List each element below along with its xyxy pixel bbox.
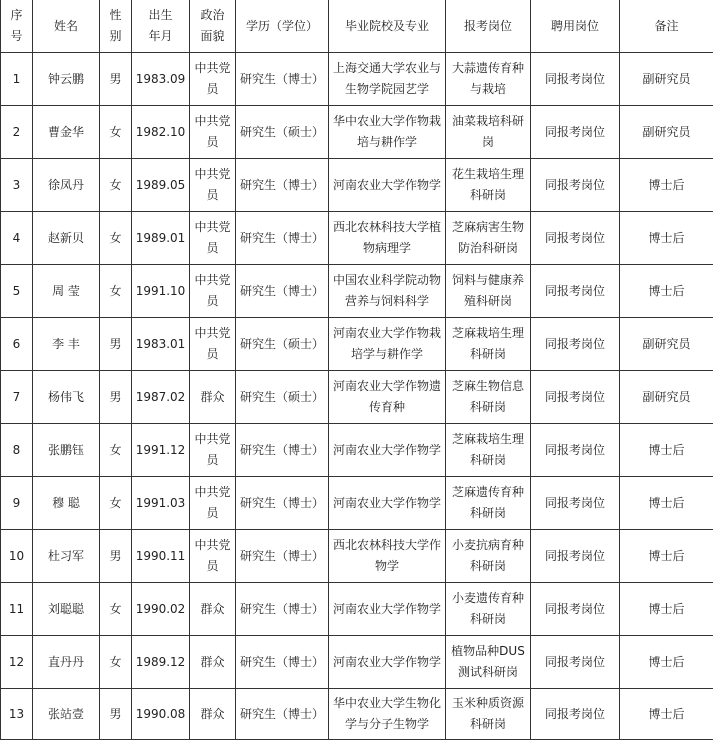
cell-gender: 男: [100, 318, 132, 371]
cell-note: 博士后: [620, 159, 713, 212]
cell-post: 芝麻遗传育种科研岗: [446, 477, 531, 530]
cell-education: 研究生（硕士）: [236, 371, 329, 424]
table-row: [1, 212, 713, 265]
cell-note: 副研究员: [620, 318, 713, 371]
table-row: [1, 636, 713, 689]
cell-political: 中共党员: [190, 159, 236, 212]
cell-seq: 10: [1, 530, 33, 583]
cell-school: 河南农业大学作物学: [329, 636, 446, 689]
cell-education: 研究生（博士）: [236, 212, 329, 265]
cell-hire: 同报考岗位: [531, 371, 620, 424]
cell-note: 副研究员: [620, 371, 713, 424]
cell-post: 花生栽培生理科研岗: [446, 159, 531, 212]
cell-birth: 1983.01: [132, 318, 190, 371]
cell-school: 河南农业大学作物学: [329, 159, 446, 212]
cell-seq: 2: [1, 106, 33, 159]
cell-education: 研究生（博士）: [236, 636, 329, 689]
header-political: 政治 面貌: [190, 0, 236, 53]
cell-birth: 1989.12: [132, 636, 190, 689]
table-body: [1, 53, 713, 740]
cell-school: 西北农林科技大学植物病理学: [329, 212, 446, 265]
cell-post: 芝麻病害生物防治科研岗: [446, 212, 531, 265]
cell-political: 中共党员: [190, 212, 236, 265]
cell-hire: 同报考岗位: [531, 53, 620, 106]
cell-hire: 同报考岗位: [531, 318, 620, 371]
cell-name: 赵新贝: [33, 212, 100, 265]
cell-name: 李 丰: [33, 318, 100, 371]
cell-political: 中共党员: [190, 424, 236, 477]
cell-gender: 女: [100, 265, 132, 318]
cell-gender: 女: [100, 477, 132, 530]
header-row: [1, 0, 713, 53]
cell-gender: 女: [100, 212, 132, 265]
header-gender: 性 别: [100, 0, 132, 53]
cell-political: 群众: [190, 583, 236, 636]
cell-hire: 同报考岗位: [531, 636, 620, 689]
cell-note: 博士后: [620, 265, 713, 318]
cell-school: 上海交通大学农业与生物学院园艺学: [329, 53, 446, 106]
table-row: [1, 318, 713, 371]
table-row: [1, 477, 713, 530]
cell-seq: 3: [1, 159, 33, 212]
cell-post: 油菜栽培科研岗: [446, 106, 531, 159]
cell-name: 杜习军: [33, 530, 100, 583]
header-education: 学历（学位）: [236, 0, 329, 53]
cell-note: 博士后: [620, 689, 713, 740]
cell-gender: 女: [100, 424, 132, 477]
cell-school: 河南农业大学作物栽培学与耕作学: [329, 318, 446, 371]
cell-hire: 同报考岗位: [531, 424, 620, 477]
cell-education: 研究生（博士）: [236, 53, 329, 106]
cell-political: 中共党员: [190, 265, 236, 318]
cell-post: 植物品种DUS测试科研岗: [446, 636, 531, 689]
cell-post: 小麦遗传育种科研岗: [446, 583, 531, 636]
cell-education: 研究生（博士）: [236, 583, 329, 636]
cell-education: 研究生（博士）: [236, 265, 329, 318]
cell-political: 中共党员: [190, 477, 236, 530]
cell-seq: 11: [1, 583, 33, 636]
cell-note: 博士后: [620, 477, 713, 530]
cell-birth: 1987.02: [132, 371, 190, 424]
cell-political: 群众: [190, 689, 236, 740]
cell-seq: 1: [1, 53, 33, 106]
cell-birth: 1990.02: [132, 583, 190, 636]
table-row: [1, 583, 713, 636]
cell-note: 博士后: [620, 636, 713, 689]
cell-school: 华中农业大学生物化学与分子生物学: [329, 689, 446, 740]
cell-gender: 女: [100, 106, 132, 159]
cell-birth: 1991.10: [132, 265, 190, 318]
cell-note: 博士后: [620, 530, 713, 583]
cell-name: 刘聪聪: [33, 583, 100, 636]
cell-note: 副研究员: [620, 53, 713, 106]
cell-name: 钟云鹏: [33, 53, 100, 106]
cell-seq: 12: [1, 636, 33, 689]
cell-hire: 同报考岗位: [531, 583, 620, 636]
cell-political: 中共党员: [190, 530, 236, 583]
cell-post: 小麦抗病育种科研岗: [446, 530, 531, 583]
table-row: [1, 53, 713, 106]
cell-seq: 6: [1, 318, 33, 371]
cell-school: 河南农业大学作物学: [329, 583, 446, 636]
cell-seq: 9: [1, 477, 33, 530]
cell-post: 大蒜遗传育种与栽培: [446, 53, 531, 106]
cell-gender: 男: [100, 53, 132, 106]
cell-note: 博士后: [620, 212, 713, 265]
header-seq: 序 号: [1, 0, 33, 53]
table-row: [1, 530, 713, 583]
cell-seq: 5: [1, 265, 33, 318]
cell-gender: 男: [100, 530, 132, 583]
cell-birth: 1990.11: [132, 530, 190, 583]
cell-gender: 男: [100, 689, 132, 740]
cell-gender: 男: [100, 371, 132, 424]
cell-hire: 同报考岗位: [531, 689, 620, 740]
cell-gender: 女: [100, 636, 132, 689]
table-row: [1, 159, 713, 212]
cell-name: 杨伟飞: [33, 371, 100, 424]
cell-birth: 1991.03: [132, 477, 190, 530]
cell-hire: 同报考岗位: [531, 265, 620, 318]
cell-birth: 1990.08: [132, 689, 190, 740]
cell-political: 中共党员: [190, 53, 236, 106]
header-name: 姓名: [33, 0, 100, 53]
cell-note: 博士后: [620, 583, 713, 636]
header-post: 报考岗位: [446, 0, 531, 53]
cell-seq: 4: [1, 212, 33, 265]
cell-education: 研究生（博士）: [236, 159, 329, 212]
cell-note: 博士后: [620, 424, 713, 477]
cell-hire: 同报考岗位: [531, 477, 620, 530]
cell-post: 玉米种质资源科研岗: [446, 689, 531, 740]
cell-hire: 同报考岗位: [531, 159, 620, 212]
header-birth: 出生 年月: [132, 0, 190, 53]
cell-education: 研究生（博士）: [236, 689, 329, 740]
cell-school: 中国农业科学院动物营养与饲料科学: [329, 265, 446, 318]
table-row: [1, 106, 713, 159]
cell-gender: 女: [100, 583, 132, 636]
cell-education: 研究生（硕士）: [236, 318, 329, 371]
header-note: 备注: [620, 0, 713, 53]
cell-school: 河南农业大学作物学: [329, 424, 446, 477]
cell-name: 穆 聪: [33, 477, 100, 530]
cell-education: 研究生（博士）: [236, 530, 329, 583]
cell-hire: 同报考岗位: [531, 530, 620, 583]
cell-hire: 同报考岗位: [531, 106, 620, 159]
cell-name: 周 莹: [33, 265, 100, 318]
cell-post: 芝麻生物信息科研岗: [446, 371, 531, 424]
cell-post: 饲料与健康养殖科研岗: [446, 265, 531, 318]
cell-school: 西北农林科技大学作物学: [329, 530, 446, 583]
cell-school: 河南农业大学作物遗传育种: [329, 371, 446, 424]
cell-seq: 7: [1, 371, 33, 424]
cell-note: 副研究员: [620, 106, 713, 159]
cell-post: 芝麻栽培生理科研岗: [446, 318, 531, 371]
cell-birth: 1991.12: [132, 424, 190, 477]
table-row: [1, 265, 713, 318]
cell-gender: 女: [100, 159, 132, 212]
cell-name: 徐凤丹: [33, 159, 100, 212]
cell-birth: 1989.05: [132, 159, 190, 212]
cell-political: 群众: [190, 636, 236, 689]
cell-birth: 1982.10: [132, 106, 190, 159]
cell-name: 张鹏钰: [33, 424, 100, 477]
cell-education: 研究生（硕士）: [236, 106, 329, 159]
cell-school: 华中农业大学作物栽培与耕作学: [329, 106, 446, 159]
cell-political: 中共党员: [190, 106, 236, 159]
cell-name: 张站壹: [33, 689, 100, 740]
cell-hire: 同报考岗位: [531, 212, 620, 265]
cell-education: 研究生（博士）: [236, 424, 329, 477]
table-row: [1, 424, 713, 477]
header-hire: 聘用岗位: [531, 0, 620, 53]
header-school: 毕业院校及专业: [329, 0, 446, 53]
cell-school: 河南农业大学作物学: [329, 477, 446, 530]
cell-birth: 1983.09: [132, 53, 190, 106]
cell-seq: 13: [1, 689, 33, 740]
cell-seq: 8: [1, 424, 33, 477]
cell-political: 中共党员: [190, 318, 236, 371]
cell-education: 研究生（博士）: [236, 477, 329, 530]
cell-birth: 1989.01: [132, 212, 190, 265]
cell-name: 曹金华: [33, 106, 100, 159]
table-row: [1, 689, 713, 740]
cell-name: 直丹丹: [33, 636, 100, 689]
cell-post: 芝麻栽培生理科研岗: [446, 424, 531, 477]
cell-political: 群众: [190, 371, 236, 424]
table-row: [1, 371, 713, 424]
